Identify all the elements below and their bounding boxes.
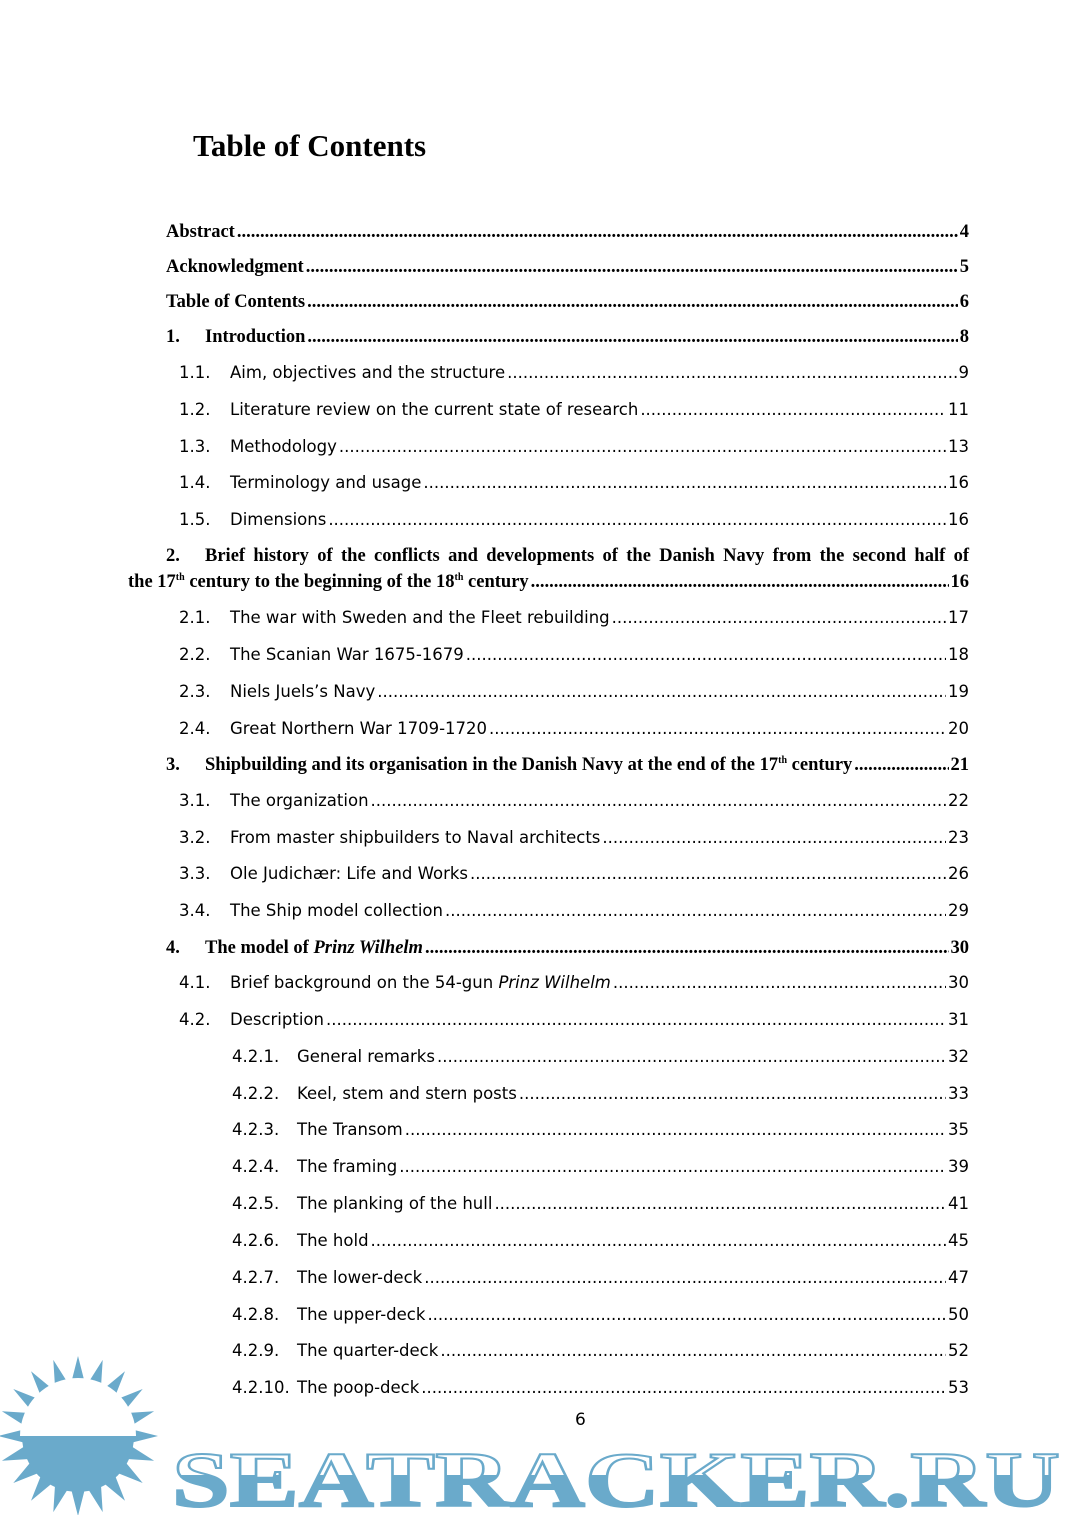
entry-title-text: Great Northern War 1709-1720 [230,719,488,738]
entry-page-number: 16 [948,510,969,529]
entry-number: 2.3. [179,682,211,701]
dot-leader [494,1194,946,1213]
sun-icon [0,1356,158,1515]
entry-page-number: 9 [958,363,969,382]
entry-number: 2. [166,546,180,566]
toc-entry[interactable] [179,719,969,738]
page-title: Table of Contents [193,128,427,163]
entry-title-text: Shipbuilding and its organisation in the Danish Navy at the end of the 17 [205,755,779,775]
toc-entry[interactable] [179,682,969,701]
entry-number: 2.1. [179,608,211,627]
entry-page-number: 52 [948,1341,969,1360]
entry-number: 2.2. [179,645,211,664]
toc-entry[interactable] [232,1231,969,1250]
toc-entry[interactable] [179,973,969,992]
entry-page-number: 53 [948,1378,969,1397]
entry-page-number: 20 [948,719,969,738]
dot-leader [307,327,957,348]
entry-page-number: 16 [950,572,969,592]
entry-title-text: Aim, objectives and the structure [230,363,506,382]
entry-page-number: 21 [950,755,969,775]
dot-leader [237,222,958,243]
entry-title-text: Terminology and usage [230,473,422,492]
dot-leader [489,719,946,738]
entry-title-text: Brief background on the 54-gun [230,973,499,992]
entry-page-number: 32 [948,1047,969,1066]
toc-entry[interactable] [232,1084,969,1103]
entry-page-number: 29 [948,901,969,920]
entry-page-number: 18 [948,645,969,664]
dot-leader [371,791,946,810]
entry-number: 4.2.3. [232,1120,280,1139]
toc-entry[interactable] [179,864,969,883]
entry-number: 4.2. [179,1010,211,1029]
entry-title-text: Description [230,1010,324,1029]
entry-number: 4.2.7. [232,1268,280,1287]
dot-leader [423,473,946,492]
entry-title-text: Brief history of the conflicts and developments of the Danish Navy from the second half of [205,546,969,566]
entry-page-number: 6 [959,292,969,312]
entry-page-number: 31 [948,1010,969,1029]
entry-title-text: The upper-deck [297,1305,426,1324]
entry-number: 1. [166,327,180,347]
toc-entry[interactable] [179,608,969,627]
entry-page-number: 5 [959,257,969,277]
toc-entry[interactable] [166,222,969,243]
entry-title-text: The Ship model collection [230,901,443,920]
dot-leader [612,608,946,627]
toc-entry[interactable] [179,473,969,492]
dot-leader [445,901,946,920]
dot-leader [470,864,946,883]
entry-page-number: 8 [959,327,969,347]
dot-leader [424,1268,946,1287]
entry-title-text: The planking of the hull [297,1194,493,1213]
entry-title-text: The model of [205,938,314,958]
entry-page-number: 30 [948,973,969,992]
dot-leader [602,828,946,847]
entry-title-text: Prinz Wilhelm [498,973,611,992]
dot-leader [306,257,958,278]
toc-entry[interactable] [179,363,969,382]
dot-leader [326,1010,946,1029]
toc-entry[interactable] [232,1047,969,1066]
entry-page-number: 41 [948,1194,969,1213]
entry-number: 3.1. [179,791,211,810]
entry-title-text: The hold [297,1231,369,1250]
entry-number: 1.3. [179,437,211,456]
entry-title-text: th [454,571,464,583]
entry-title-text: th [778,754,788,766]
entry-page-number: 17 [948,608,969,627]
toc-entry[interactable] [128,546,969,593]
entry-page-number: 11 [948,400,969,419]
dot-leader [437,1047,946,1066]
toc-entry[interactable] [179,400,969,419]
entry-page-number: 30 [950,938,969,958]
entry-number: 1.2. [179,400,211,419]
entry-number: 3. [166,755,180,775]
entry-title-text: century [463,572,529,592]
page-number: 6 [575,1410,586,1430]
dot-leader [854,755,948,776]
dot-leader [377,682,946,701]
entry-title-text: General remarks [297,1047,435,1066]
entry-title-text: th [175,571,185,583]
toc-entry[interactable] [232,1305,969,1324]
entry-number: 4.2.6. [232,1231,280,1250]
entry-title-text: The poop-deck [297,1378,420,1397]
entry-number: 4.2.10. [232,1378,290,1397]
entry-title-text: Acknowledgment [166,257,304,277]
entry-title-text: Literature review on the current state of research [230,400,639,419]
entry-page-number: 47 [948,1268,969,1287]
toc-entry[interactable] [179,901,969,920]
entry-number: 4.2.1. [232,1047,280,1066]
entry-title-text: Introduction [205,327,306,347]
entry-page-number: 19 [948,682,969,701]
dot-leader [425,938,949,959]
entry-title-text: Dimensions [230,510,327,529]
dot-leader [328,510,946,529]
entry-title-text: Abstract [166,222,235,242]
toc-entry[interactable] [166,327,969,348]
dot-leader [613,973,946,992]
entry-page-number: 4 [959,222,969,242]
entry-number: 3.2. [179,828,211,847]
entry-title-text: The quarter-deck [297,1341,439,1360]
entry-page-number: 23 [948,828,969,847]
entry-page-number: 33 [948,1084,969,1103]
toc-entry[interactable] [179,437,969,456]
entry-title-text: The organization [230,791,369,810]
toc-entry[interactable] [166,257,969,278]
toc-entry[interactable] [179,510,969,529]
entry-title-text: century [787,755,853,775]
dot-leader [640,400,946,419]
entry-title-text: The war with Sweden and the Fleet rebuilding [230,608,610,627]
dot-leader [466,645,946,664]
entry-title-text: Ole Judichær: Life and Works [230,864,469,883]
dot-leader [507,363,956,382]
toc-entry[interactable] [166,292,969,313]
entry-number: 2.4. [179,719,211,738]
watermark-logo [0,1355,1080,1515]
entry-title-text: The lower-deck [297,1268,423,1287]
entry-page-number: 39 [948,1157,969,1176]
toc-entry[interactable] [232,1120,969,1139]
toc-entry[interactable] [179,1010,969,1029]
entry-number: 4. [166,938,180,958]
dot-leader [339,437,946,456]
dot-leader [531,572,949,593]
entry-title-text: From master shipbuilders to Naval architects [230,828,601,847]
entry-title-text: century to the beginning of the 18 [184,572,455,592]
entry-title-text: Prinz Wilhelm [313,938,423,958]
entry-number: 4.2.2. [232,1084,280,1103]
toc-entry[interactable] [166,755,969,776]
entry-page-number: 45 [948,1231,969,1250]
toc-entry[interactable] [232,1194,969,1213]
dot-leader [405,1120,946,1139]
entry-number: 3.4. [179,901,211,920]
entry-title-text: Keel, stem and stern posts [297,1084,517,1103]
entry-title-text: The framing [297,1157,398,1176]
entry-number: 4.2.8. [232,1305,280,1324]
dot-leader [519,1084,946,1103]
entry-page-number: 50 [948,1305,969,1324]
entry-number: 4.1. [179,973,211,992]
entry-title-text: the 17 [128,572,176,592]
watermark-text: SEATRACKER.RU [172,1436,1060,1515]
entry-number: 4.2.4. [232,1157,280,1176]
entry-title-text: The Transom [297,1120,403,1139]
entry-number: 1.5. [179,510,211,529]
toc-entry[interactable] [179,828,969,847]
entry-number: 4.2.5. [232,1194,280,1213]
entry-number: 1.1. [179,363,211,382]
entry-page-number: 26 [948,864,969,883]
entry-title-text: The Scanian War 1675-1679 [230,645,464,664]
entry-page-number: 22 [948,791,969,810]
entry-number: 4.2.9. [232,1341,280,1360]
toc-entry[interactable] [232,1268,969,1287]
toc-entry[interactable] [179,645,969,664]
entry-page-number: 16 [948,473,969,492]
dot-leader [399,1157,946,1176]
toc-entry[interactable] [232,1157,969,1176]
toc-entry[interactable] [179,791,969,810]
dot-leader [307,292,958,313]
entry-title-text: Table of Contents [166,292,306,312]
entry-title-text: Methodology [230,437,337,456]
dot-leader [371,1231,946,1250]
entry-page-number: 35 [948,1120,969,1139]
dot-leader [427,1305,946,1324]
entry-page-number: 13 [948,437,969,456]
entry-number: 1.4. [179,473,211,492]
entry-number: 3.3. [179,864,211,883]
toc-entry[interactable] [166,938,969,959]
entry-title-text: Niels Juels’s Navy [230,682,376,701]
